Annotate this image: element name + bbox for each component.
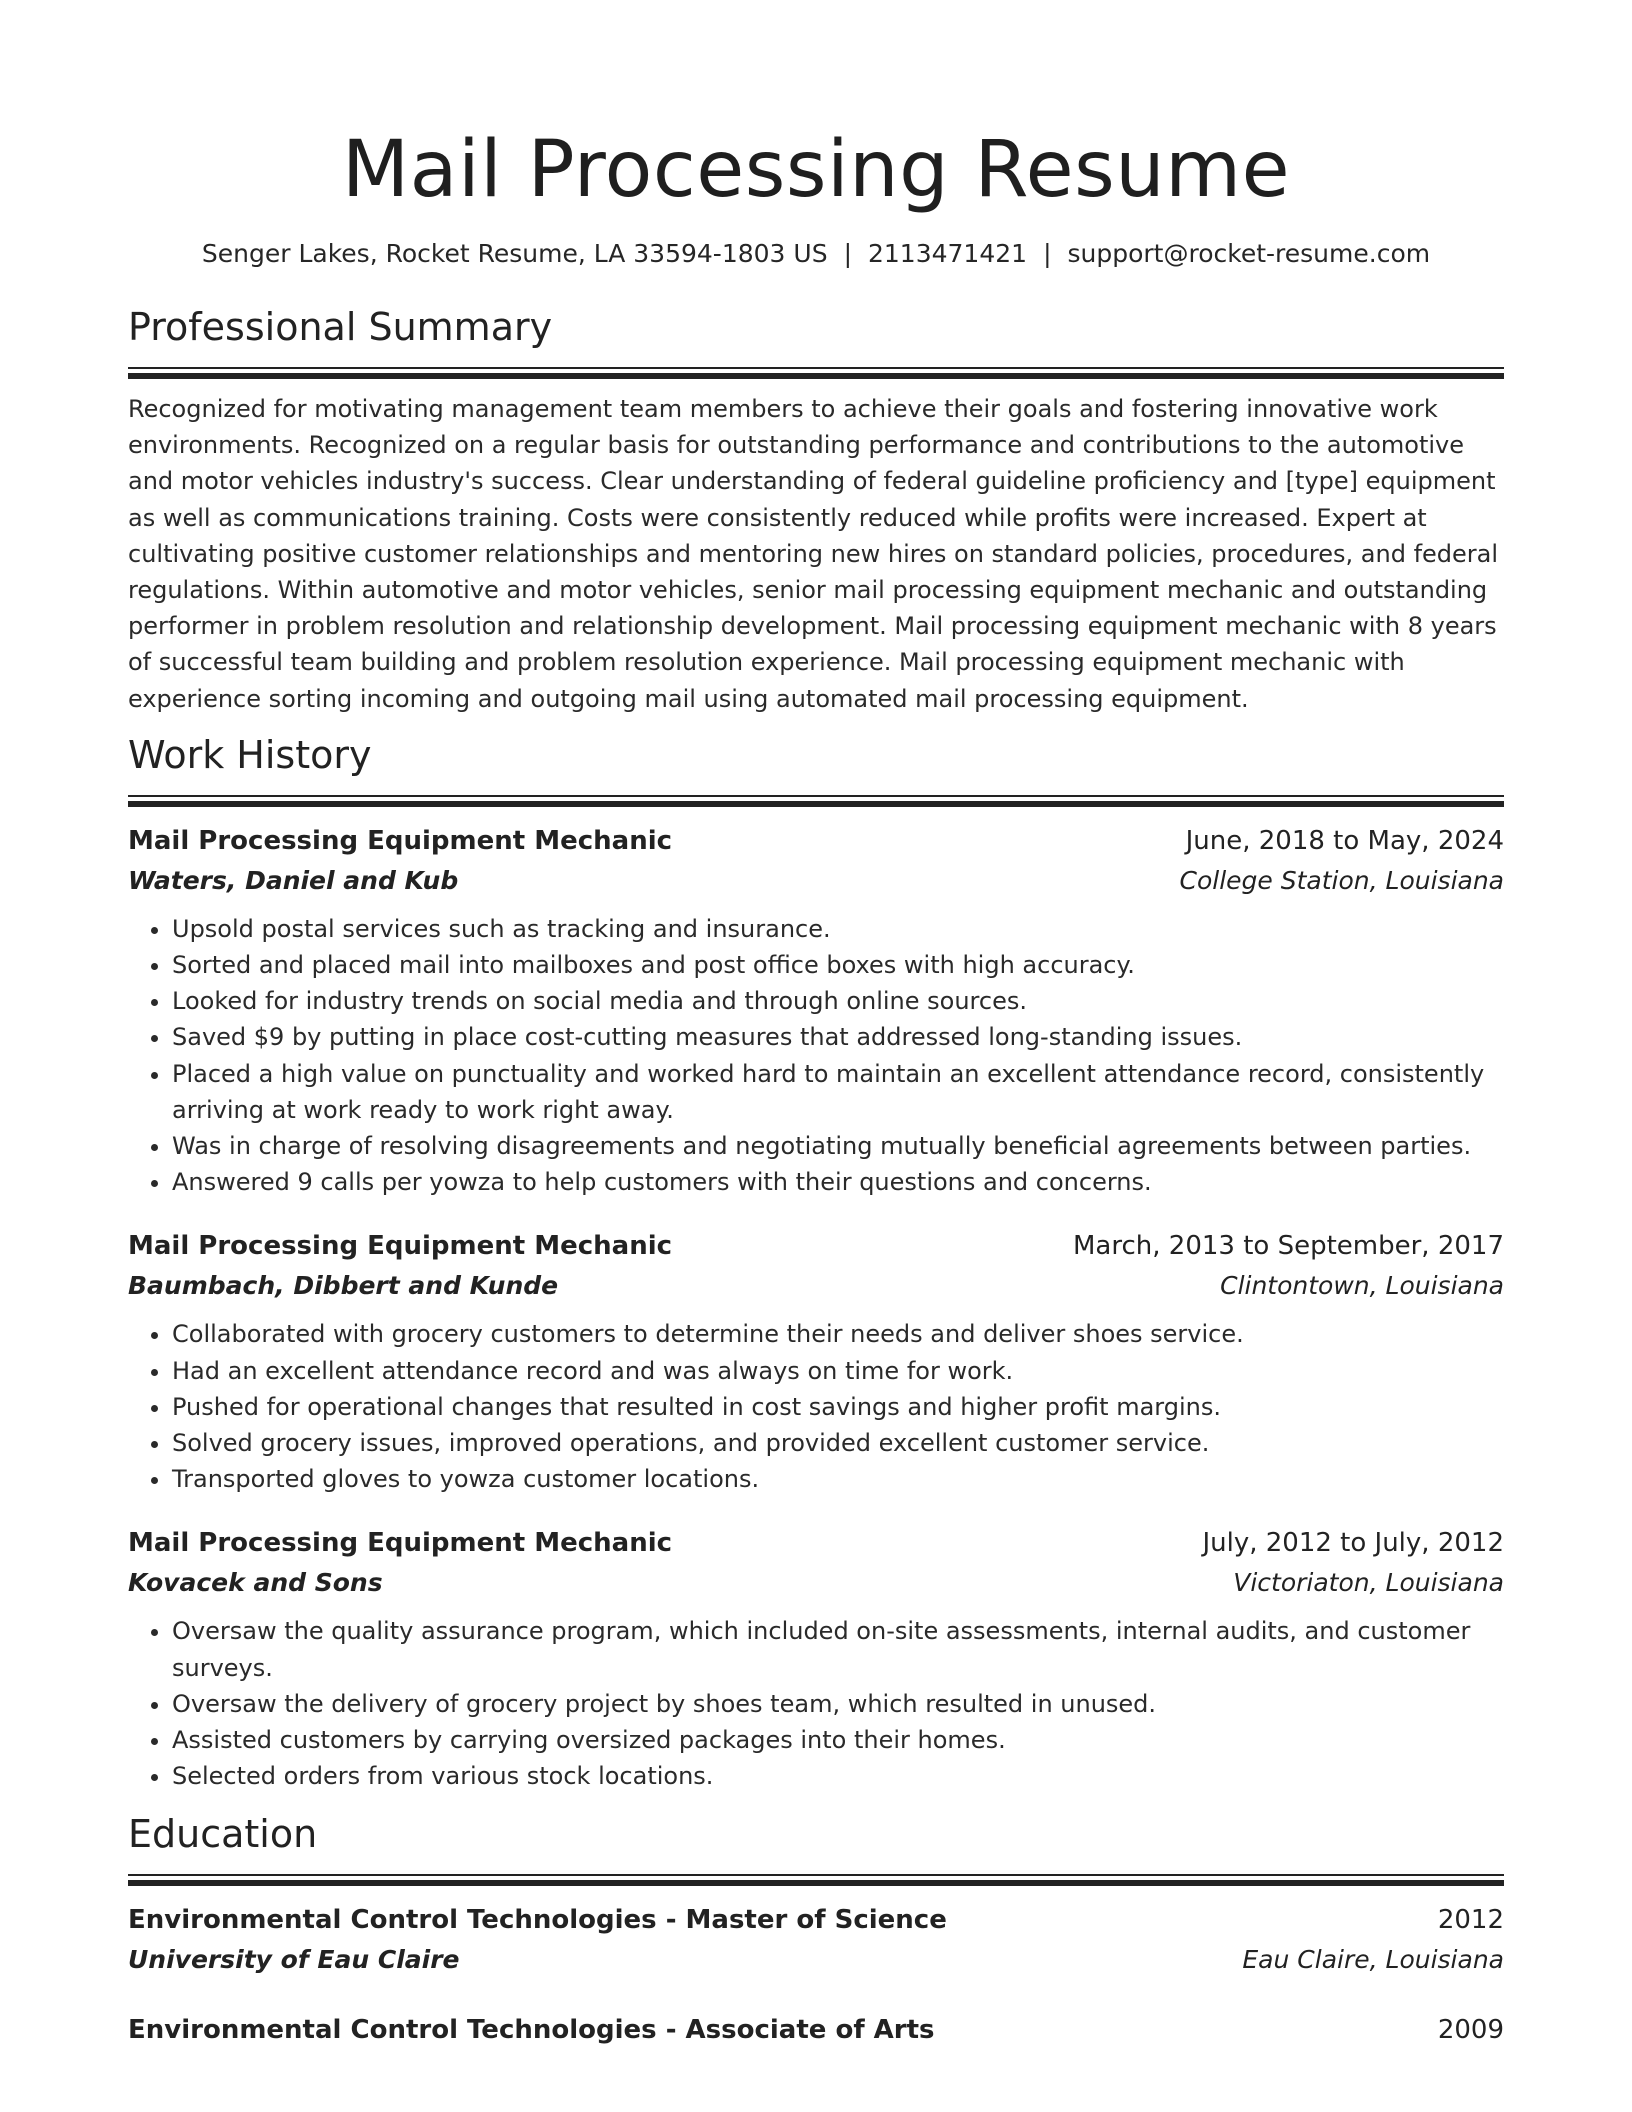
contact-separator: | [1043,239,1052,268]
job-bullet-list [128,1316,1504,1497]
job-bullet: • Had an excellent attendance record and was always on time for work. [172,1353,1504,1389]
section-divider [128,1874,1504,1886]
summary-text: Recognized for motivating management team members to achieve their goals and fostering innovative work environments. Recognized on a regular basis for outstanding performance and contributions to the automotive and motor vehicles industry's success. Clear understanding of federal guideline proficiency and [type] equipment as well as communications training. Costs were consistently reduced while profits were increased. Expert at cultivating positive customer relationships and mentoring new hires on standard policies, procedures, and federal regulations. Within automotive and motor vehicles, senior mail processing equipment mechanic and outstanding performer in problem resolution and relationship development. Mail processing equipment mechanic with 8 years of successful team building and problem resolution experience. Mail processing equipment mechanic with experience sorting incoming and outgoing mail using automated mail processing equipment. [128,395,1499,713]
contact-phone: 2113471421 [868,239,1028,268]
job-entry [128,821,1504,1201]
resume-title: Mail Processing Resume [341,125,1291,215]
education-header-row [128,2010,1504,2050]
job-header-row [128,1226,1504,1266]
contact-email: support@rocket-resume.com [1067,239,1431,268]
job-bullet: • Upsold postal services such as tracking and insurance. [172,911,1504,947]
education-degree: Environmental Control Technologies - Master of Science [128,1905,947,1936]
job-bullet: • Placed a high value on punctuality and worked hard to maintain an excellent attendance record, consistently arriving at work ready to work right away. [172,1056,1504,1128]
job-bullet: • Selected orders from various stock locations. [172,1758,1504,1794]
job-location: Victoriaton, Louisiana [1233,1568,1504,1598]
education-year: 2009 [1437,2015,1504,2046]
job-company: Kovacek and Sons [128,1568,383,1598]
education-entry [128,1900,1504,1980]
education-location: Eau Claire, Louisiana [1242,1945,1504,1975]
education-degree: Environmental Control Technologies - Associate of Arts [128,2015,935,2046]
job-company: Baumbach, Dibbert and Kunde [128,1271,559,1301]
job-bullet: • Oversaw the quality assurance program, which included on-site assessments, internal audits, and customer surveys. [172,1613,1504,1685]
job-bullet: • Pushed for operational changes that resulted in cost savings and higher profit margins. [172,1389,1504,1425]
section-heading-work-history: Work History [128,732,372,777]
job-title: Mail Processing Equipment Mechanic [128,1528,673,1559]
section-divider [128,795,1504,807]
job-company: Waters, Daniel and Kub [128,865,459,895]
work-history-section [128,729,1504,1795]
job-bullet: • Saved $9 by putting in place cost-cutting measures that addressed long-standing issues. [172,1019,1504,1055]
job-bullet-list [128,1613,1504,1794]
education-year: 2012 [1437,1905,1504,1936]
education-school: University of Eau Claire [128,1945,460,1975]
job-dates: March, 2013 to September, 2017 [1073,1231,1504,1262]
education-school-row [128,1940,1504,1980]
job-bullet: • Looked for industry trends on social media and through online sources. [172,983,1504,1019]
job-bullet-list [128,911,1504,1201]
job-title: Mail Processing Equipment Mechanic [128,1231,673,1262]
summary-section [128,301,1504,717]
job-entry [128,1523,1504,1794]
job-bullet: • Solved grocery issues, improved operations, and provided excellent customer service. [172,1425,1504,1461]
job-company-row [128,861,1504,901]
job-location: College Station, Louisiana [1179,865,1504,895]
job-company-row [128,1563,1504,1603]
job-bullet: • Sorted and placed mail into mailboxes and post office boxes with high accuracy. [172,947,1504,983]
job-title: Mail Processing Equipment Mechanic [128,825,673,856]
job-bullet: • Assisted customers by carrying oversized packages into their homes. [172,1722,1504,1758]
job-header-row [128,1523,1504,1563]
job-bullet: • Was in charge of resolving disagreements and negotiating mutually beneficial agreements between parties. [172,1128,1504,1164]
job-company-row [128,1266,1504,1306]
job-bullet: • Answered 9 calls per yowza to help customers with their questions and concerns. [172,1164,1504,1200]
job-dates: July, 2012 to July, 2012 [1202,1528,1504,1559]
education-header-row [128,1900,1504,1940]
job-dates: June, 2018 to May, 2024 [1185,825,1504,856]
job-bullet: • Transported gloves to yowza customer locations. [172,1461,1504,1497]
job-bullet: • Oversaw the delivery of grocery project by shoes team, which resulted in unused. [172,1686,1504,1722]
section-heading-summary: Professional Summary [128,305,553,349]
contact-separator: | [843,239,852,268]
job-entry [128,1226,1504,1497]
section-heading-education: Education [128,1812,318,1857]
education-section [128,1808,1504,2050]
contact-line [128,234,1504,274]
job-location: Clintontown, Louisiana [1220,1271,1504,1301]
job-bullet: • Collaborated with grocery customers to determine their needs and deliver shoes service. [172,1316,1504,1352]
education-entry [128,2010,1504,2050]
job-header-row [128,821,1504,861]
contact-address: Senger Lakes, Rocket Resume, LA 33594-1803 US [201,239,828,268]
section-divider [128,367,1504,379]
